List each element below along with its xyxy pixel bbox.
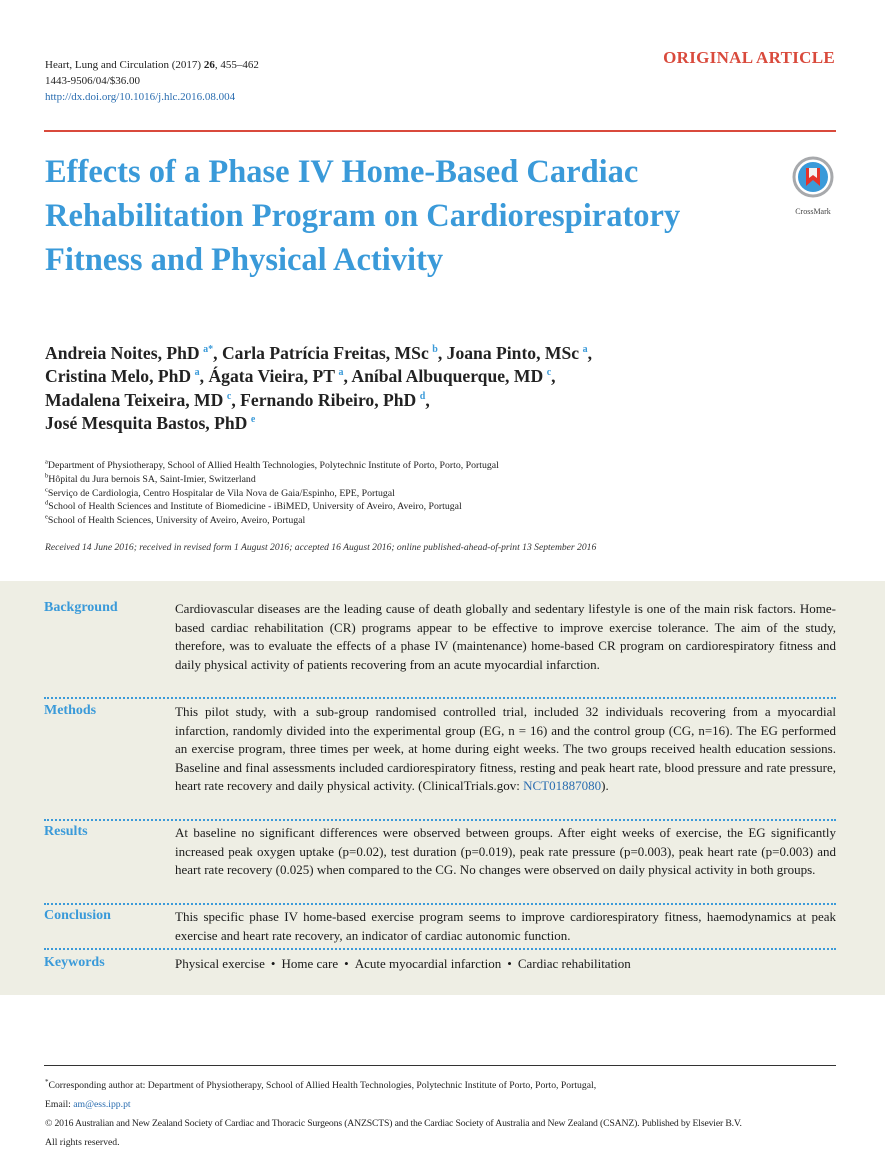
keyword[interactable]: Acute myocardial infarction [354,956,502,971]
keyword-separator: • [507,956,512,971]
crossmark-badge[interactable] [788,156,838,216]
section-divider [44,948,836,950]
footnotes [45,1073,837,1152]
keyword-separator: • [344,956,349,971]
affiliation: $^e$School of Health Sciences, University of Aveiro, Aveiro, Portugal [45,513,306,527]
crossmark-icon [792,156,834,200]
article-title: Effects of a Phase IV Home-Based Cardiac Rehabilitation Program on Cardiorespiratory Fitness and Physical Activity [45,154,681,278]
abstract-section-label: Methods [44,703,97,718]
author[interactable]: Ágata Vieira, PT $^a$, [208,366,352,387]
email-line: Email: am@ess.ipp.pt [45,1099,131,1111]
keyword[interactable]: Home care [281,956,339,971]
abstract-section-text: At baseline no significant differences were observed between groups. After eight weeks of exercise, the EG significantly increased peak oxygen uptake (p=0.02), test duration (p=0.019), peak rate pressure (p=0.003), peak heart rate (p=0.003) and heart rate recovery (0.025) when compared to the CG. No changes were observed on daily physical activity in both groups. [175,825,836,877]
section-divider [44,697,836,699]
affiliation: $^c$Serviço de Cardiologia, Centro Hospitalar de Vila Nova de Gaia/Espinho, EPE, Portugal [45,486,395,499]
author[interactable]: Fernando Ribeiro, PhD $^d$, [240,389,430,410]
section-divider [44,903,836,905]
email-link[interactable]: am@ess.ipp.pt [73,1099,131,1111]
keyword[interactable]: Physical exercise [175,956,265,971]
journal-info [45,57,259,105]
abstract-section-label: Keywords [44,955,105,970]
journal-citation [45,57,259,73]
author[interactable]: Aníbal Albuquerque, MD $^c$, [351,366,556,387]
author[interactable]: Carla Patrícia Freitas, MSc $^b$, [221,343,447,363]
author[interactable]: Joana Pinto, MSc $^a$, [446,343,593,363]
abstract-section-text: This pilot study, with a sub-group randomised controlled trial, included 32 individuals recovering from a myocardial infarction, randomly divided into the experimental group (EG, n = 16) and the control group (CG, n=16). The EG performed an exercise program, three times per week, at home during eight weeks. The two groups received health education sessions. Baseline and final assessments included cardiorespiratory fitness, resting and peak heart rate, blood pressure and rate pressure, heart rate recovery and daily physical activity. (ClinicalTrials.gov: NCT01887080). [175,704,836,793]
footnote-rule [44,1065,836,1066]
section-divider [44,819,836,821]
affiliation: $^d$School of Health Sciences and Institute of Biomedicine - iBiMED, University of Aveiro, Aveiro, Portugal [45,500,462,513]
author[interactable]: José Mesquita Bastos, PhD $^e$ [45,413,256,434]
affiliation: $^b$Hôpital du Jura bernois SA, Saint-Imier, Switzerland [45,472,256,485]
author[interactable]: Cristina Melo, PhD $^a$, [45,366,209,387]
header-rule [44,130,836,132]
keyword-list [175,955,836,974]
journal-issn: 1443-9506/04/$36.00 [45,75,141,87]
abstract-section-text: Cardiovascular diseases are the leading cause of death globally and sedentary lifestyle is one of the main risk factors. Home-based cardiac rehabilitation (CR) programs appear to be effective to improve exercise tolerance. The aim of the study, therefore, was to evaluate the effects of a phase IV (maintenance) home-based CR program on cardiorespiratory fitness and daily physical activity of patients recovering from an acute myocardial infarction. [175,601,836,672]
clinical-trial-link[interactable]: NCT01887080 [523,778,602,793]
author[interactable]: Madalena Teixeira, MD $^c$, [45,389,241,410]
doi-link[interactable]: http://dx.doi.org/10.1016/j.hlc.2016.08.004 [45,91,236,103]
keyword-separator: • [270,956,276,971]
abstract-section-label: Background [44,600,118,615]
article-dates: Received 14 June 2016; received in revised form 1 August 2016; accepted 16 August 2016; online published-ahead-of-print 13 September 2016 [45,542,597,553]
affiliation: $^a$Department of Physiotherapy, School of Allied Health Technologies, Polytechnic Institute of Porto, Porto, Portugal [45,458,499,471]
affiliation-list [45,459,835,528]
abstract-section-label: Results [44,824,88,839]
crossmark-label: CrossMark [795,207,831,216]
journal-volume: 26 [203,59,215,71]
journal-pages: , 455–462 [214,59,259,71]
author[interactable]: Andreia Noites, PhD $^{a*}$, [45,343,222,363]
article-type: ORIGINAL ARTICLE [663,48,835,67]
corresponding-author-note: *Corresponding author at: Department of Physiotherapy, School of Allied Health Technologies, Polytechnic Institute of Porto, Porto, Portugal, [45,1078,597,1092]
abstract-section-label: Conclusion [44,908,111,923]
author-list [45,342,825,436]
copyright-notice: © 2016 Australian and New Zealand Society of Cardiac and Thoracic Surgeons (ANZSCTS) and the Cardiac Society of Australia and New Zealand (CSANZ). Published by Elsevier B.V. [45,1118,742,1130]
rights-notice: All rights reserved. [45,1137,120,1149]
abstract-section-text: This specific phase IV home-based exercise program seems to improve cardiorespiratory fitness, haemodynamics at peak exercise and heart rate recovery, an indicator of cardiac autonomic function. [175,909,836,943]
journal-name: Heart, Lung and Circulation (2017) [45,59,202,71]
keyword[interactable]: Cardiac rehabilitation [517,956,631,971]
